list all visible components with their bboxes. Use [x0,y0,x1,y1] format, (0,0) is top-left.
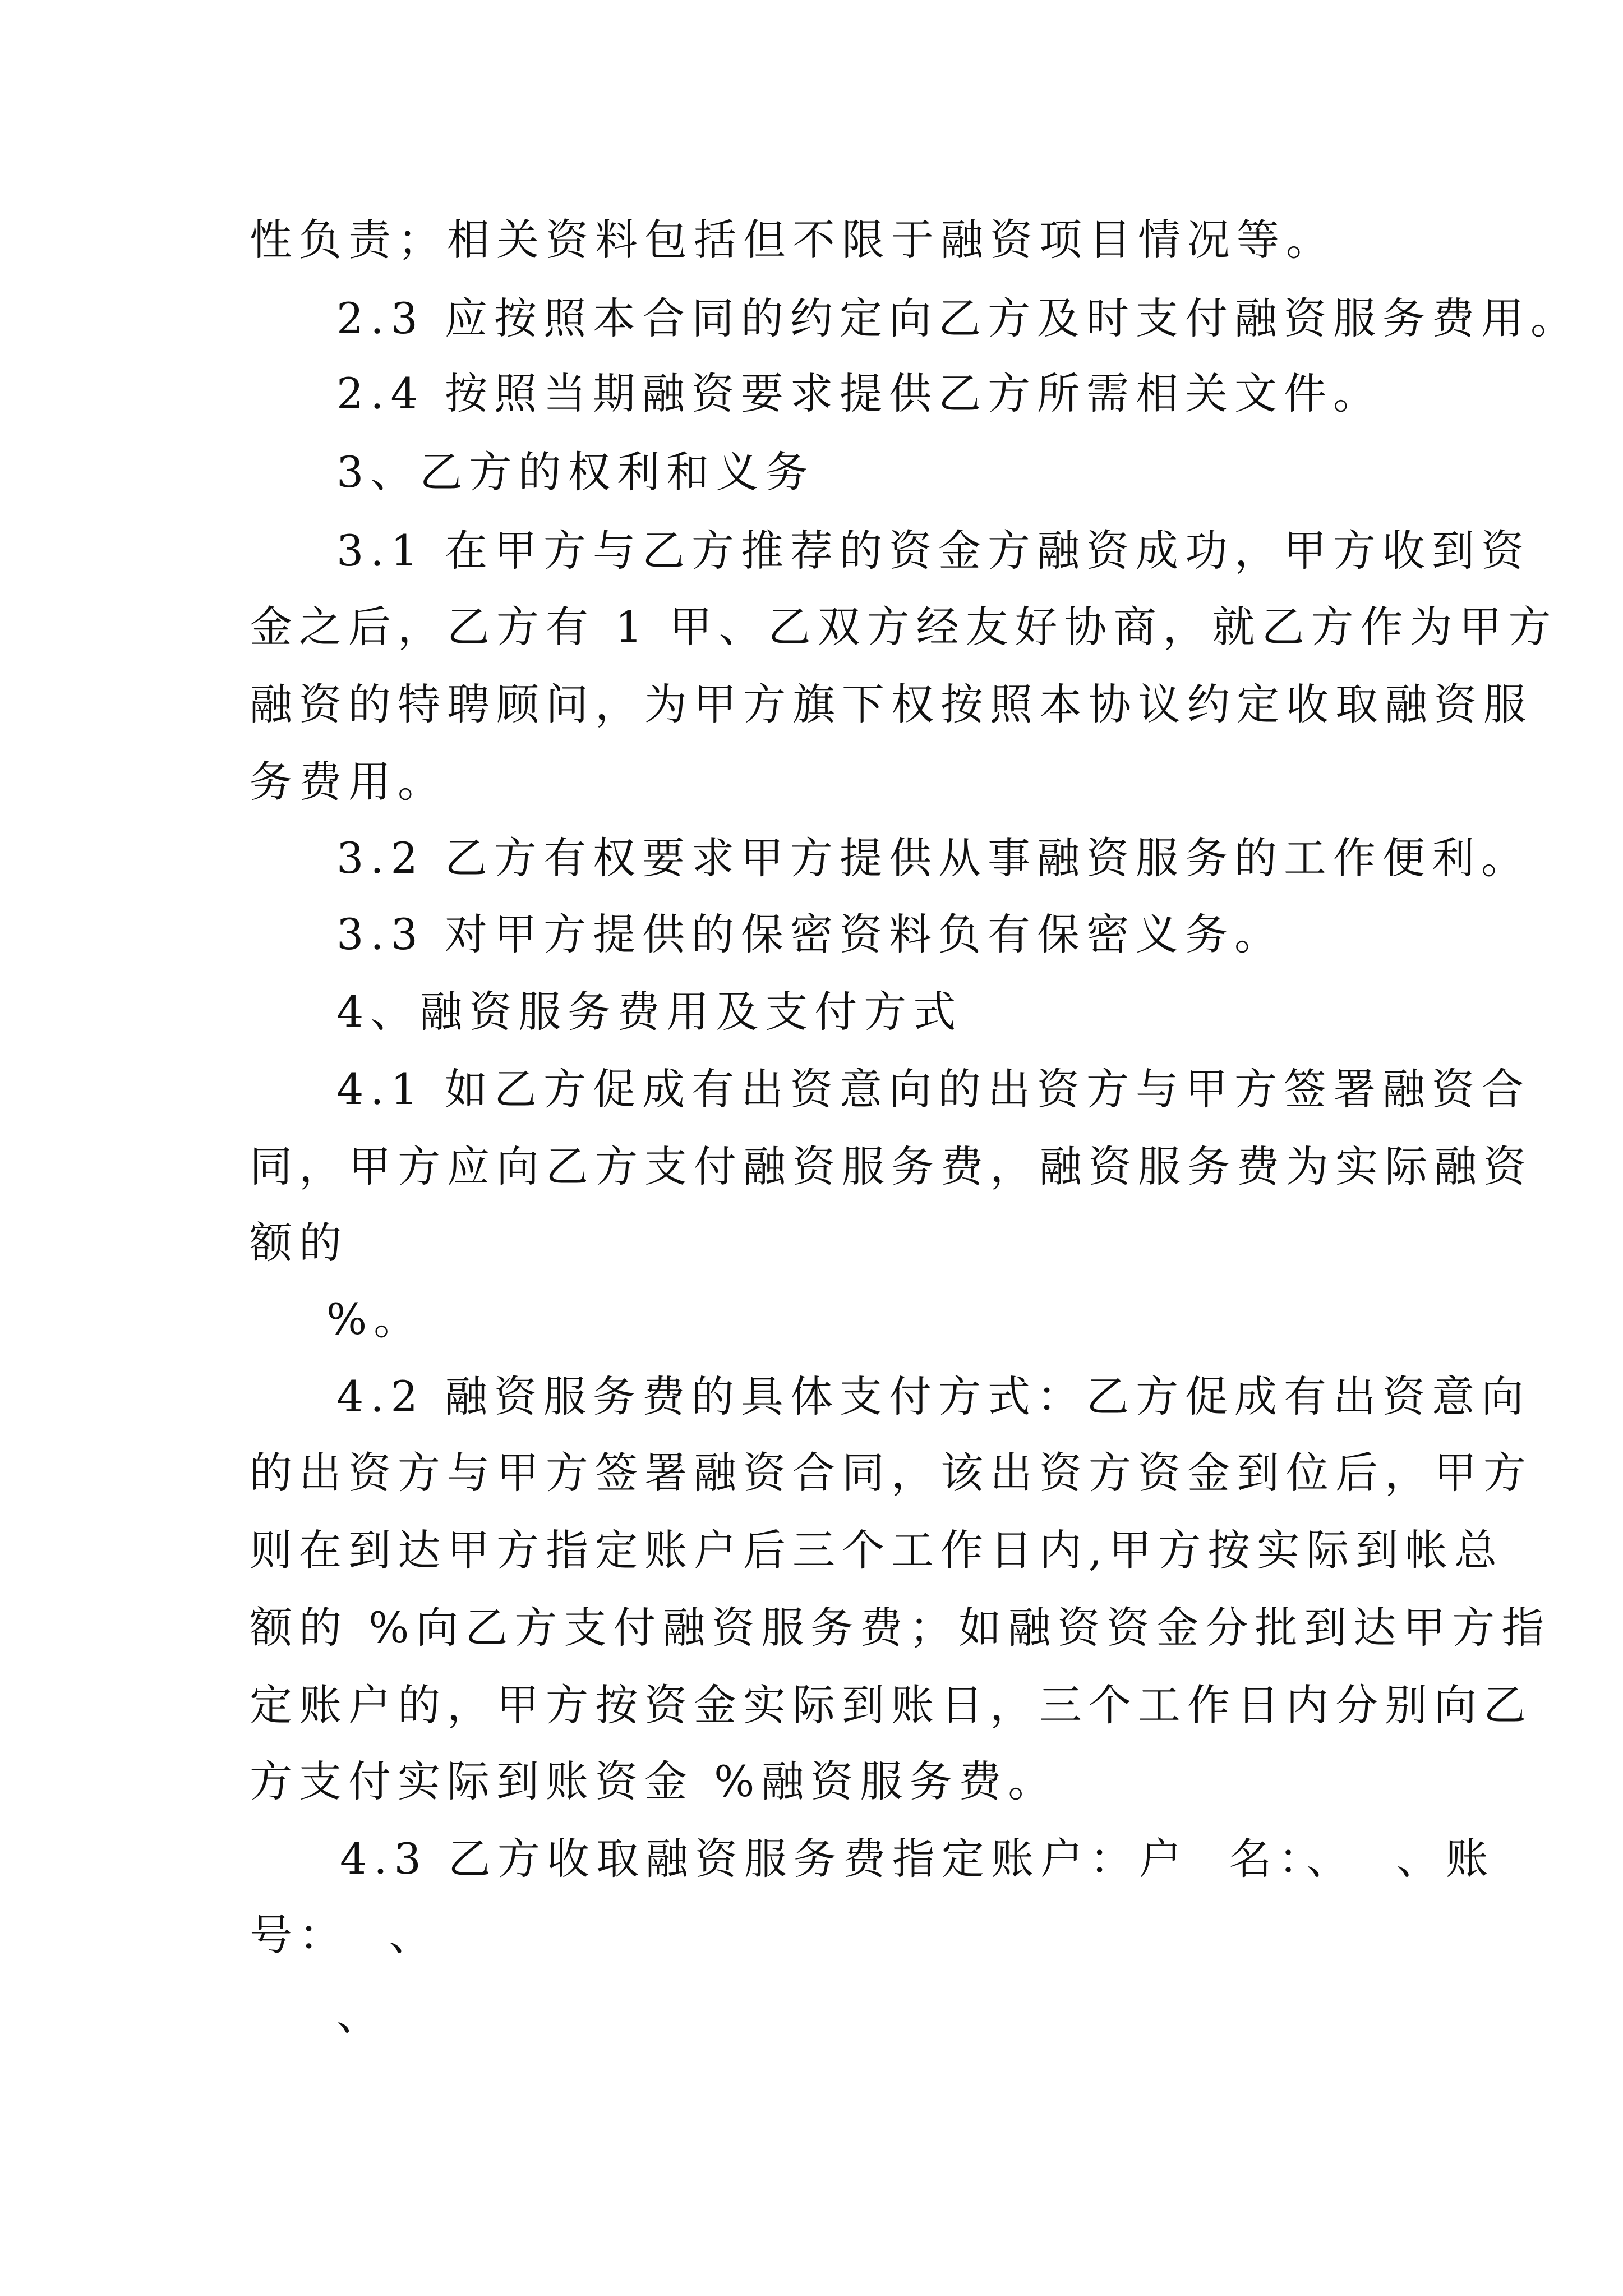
text-line: 融资的特聘顾问，为甲方旗下权按照本协议约定收取融资服 [250,679,1533,729]
text-line: 4.1 如乙方促成有出资意向的出资方与甲方签署融资合 [336,1064,1531,1114]
text-line: 4.3 乙方收取融资服务费指定账户：户 名：、 、账 [340,1834,1495,1884]
section-heading: 3、乙方的权利和义务 [336,447,815,497]
text-line: 金之后，乙方有 1 甲、乙双方经友好协商，就乙方作为甲方 [250,602,1558,652]
text-line: 务费用。 [250,757,447,807]
text-line: 4.2 融资服务费的具体支付方式：乙方促成有出资意向 [336,1372,1531,1421]
text-line: 、 [336,1990,386,2040]
text-line: 2.4 按照当期融资要求提供乙方所需相关文件。 [336,369,1383,418]
text-line: 方支付实际到账资金 %融资服务费。 [250,1756,1058,1806]
text-line: 3.3 对甲方提供的保密资料负有保密义务。 [336,909,1284,959]
text-line: 3.1 在甲方与乙方推荐的资金方融资成功，甲方收到资 [336,526,1531,576]
text-line: 额的 %向乙方支付融资服务费；如融资资金分批到达甲方指 [250,1603,1551,1653]
text-line: 的出资方与甲方签署融资合同，该出资方资金到位后，甲方 [250,1448,1533,1498]
text-line: 定账户的，甲方按资金实际到账日，三个工作日内分别向乙 [250,1680,1533,1730]
text-line: 则在到达甲方指定账户后三个工作日内,甲方按实际到帐总 [250,1525,1504,1575]
text-line: 2.3 应按照本合同的约定向乙方及时支付融资服务费用。 [336,293,1580,343]
section-heading: 4、融资服务费用及支付方式 [336,987,963,1037]
text-line: 同，甲方应向乙方支付融资服务费，融资服务费为实际融资 [250,1142,1533,1191]
text-line: 3.2 乙方有权要求甲方提供从事融资服务的工作便利。 [336,833,1531,883]
text-line: 性负责；相关资料包括但不限于融资项目情况等。 [250,215,1335,265]
text-line: %。 [326,1294,423,1344]
text-line: 额的 [250,1218,348,1268]
text-line: 号： 、 [250,1910,439,1960]
